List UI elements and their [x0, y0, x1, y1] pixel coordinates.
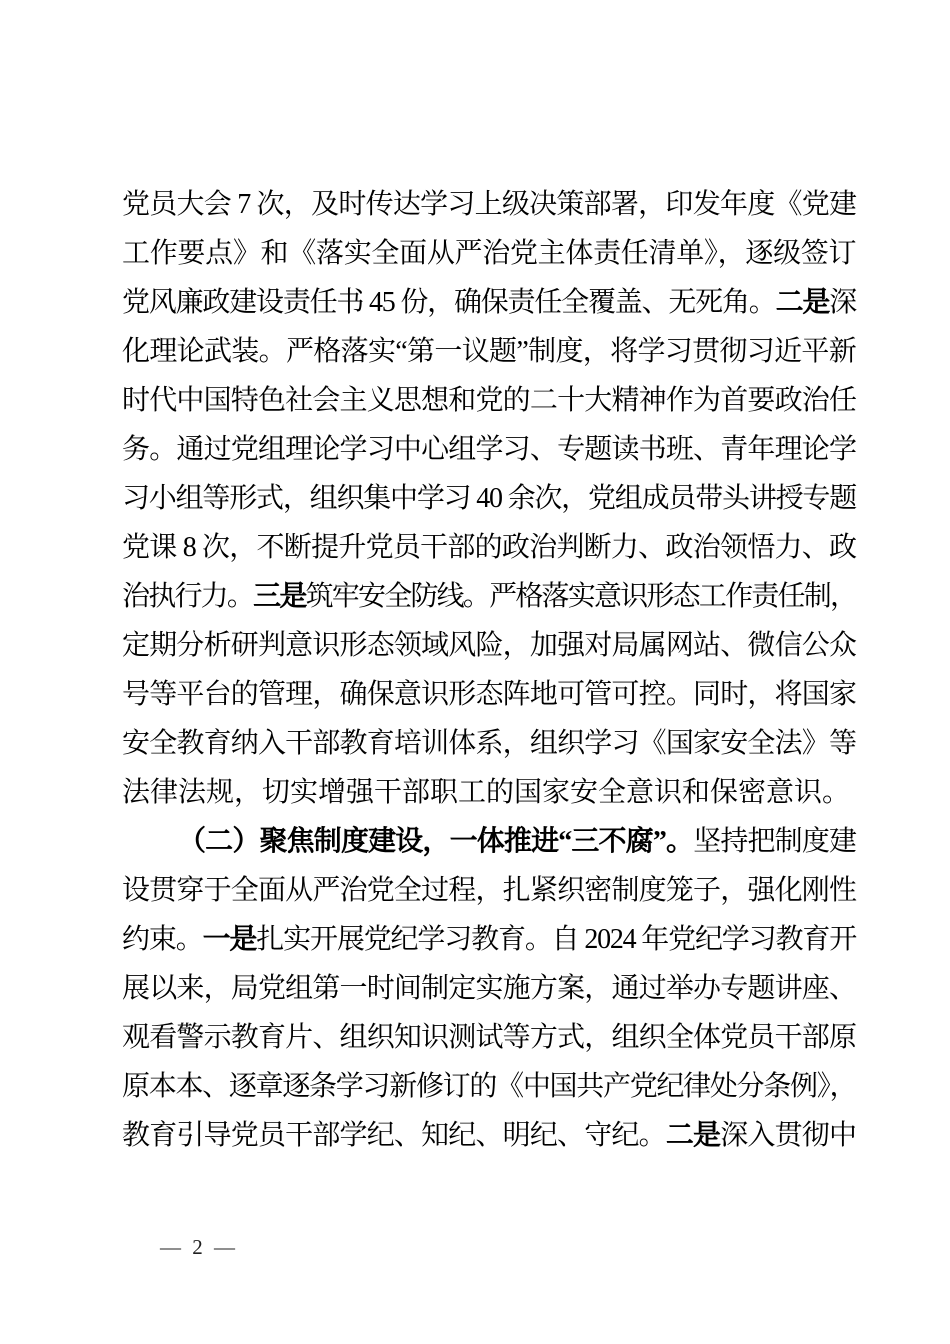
text-line	[122, 964, 856, 1013]
text-run: 务。通过党组理论学习中心组学习、专题读书班、青年理论学	[122, 434, 856, 465]
bold-text-run: 二是	[775, 287, 830, 318]
text-run: 设贯穿于全面从严治党全过程，扎紧织密制度笼子，强化刚性	[122, 875, 856, 906]
text-line	[122, 621, 856, 670]
text-run: 约束。	[122, 924, 203, 955]
text-line	[122, 817, 856, 866]
bold-text-run: 一是	[202, 924, 257, 955]
text-line	[122, 278, 856, 327]
bold-text-run: 三是	[253, 581, 306, 612]
text-line	[122, 866, 856, 915]
text-line	[122, 670, 856, 719]
text-run: 工作要点》和《落实全面从严治党主体责任清单》，逐级签订	[122, 238, 856, 269]
text-run: 原本本、逐章逐条学习新修订的《中国共产党纪律处分条例》，	[122, 1071, 856, 1102]
text-run: 教育引导党员干部学纪、知纪、明纪、守纪。	[122, 1120, 666, 1151]
page-number: — 2 —	[160, 1235, 238, 1259]
text-line	[122, 1062, 856, 1111]
text-run: 坚持把制度建	[693, 826, 856, 857]
text-line	[122, 1013, 856, 1062]
text-run: 扎实开展党纪学习教育。自 2024 年党纪学习教育开	[256, 924, 856, 955]
text-run: 安全教育纳入干部教育培训体系，组织学习《国家安全法》等	[122, 728, 856, 759]
paragraph-continuation	[122, 180, 856, 817]
text-line	[122, 915, 856, 964]
text-run: 定期分析研判意识形态领域风险，加强对局属网站、微信公众	[122, 630, 856, 661]
text-run: 习小组等形式，组织集中学习 40 余次，党组成员带头讲授专题	[122, 483, 856, 514]
paragraph-section-two	[122, 817, 856, 1160]
text-run: 号等平台的管理，确保意识形态阵地可管可控。同时，将国家	[122, 679, 856, 710]
text-run: 化理论武装。严格落实“第一议题”制度，将学习贯彻习近平新	[122, 336, 856, 367]
text-run: 法律法规，切实增强干部职工的国家安全意识和保密意识。	[122, 777, 851, 808]
text-run: 深	[829, 287, 856, 318]
text-line	[122, 768, 856, 817]
text-run: 党风廉政建设责任书 45 份，确保责任全覆盖、无死角。	[122, 287, 776, 318]
bold-text-run: 二是	[665, 1120, 721, 1151]
text-line	[122, 180, 856, 229]
text-line	[122, 425, 856, 474]
text-line	[122, 523, 856, 572]
text-line	[122, 327, 856, 376]
text-line	[122, 229, 856, 278]
text-run: 筑牢安全防线。严格落实意识形态工作责任制，	[305, 581, 856, 612]
text-line	[122, 1111, 856, 1160]
text-line	[122, 572, 856, 621]
text-line	[122, 376, 856, 425]
bold-text-run: （二）聚焦制度建设，一体推进“三不腐”。	[178, 826, 694, 857]
text-run: 深入贯彻中	[720, 1120, 856, 1151]
text-run: 时代中国特色社会主义思想和党的二十大精神作为首要政治任	[122, 385, 856, 416]
text-run: 观看警示教育片、组织知识测试等方式，组织全体党员干部原	[122, 1022, 856, 1053]
text-run: 展以来，局党组第一时间制定实施方案，通过举办专题讲座、	[122, 973, 856, 1004]
text-line	[122, 474, 856, 523]
text-run: 治执行力。	[122, 581, 254, 612]
text-run: 党员大会 7 次，及时传达学习上级决策部署，印发年度《党建	[122, 189, 856, 220]
document-body	[122, 180, 856, 1160]
text-run: 党课 8 次，不断提升党员干部的政治判断力、政治领悟力、政	[122, 532, 856, 563]
text-line	[122, 719, 856, 768]
